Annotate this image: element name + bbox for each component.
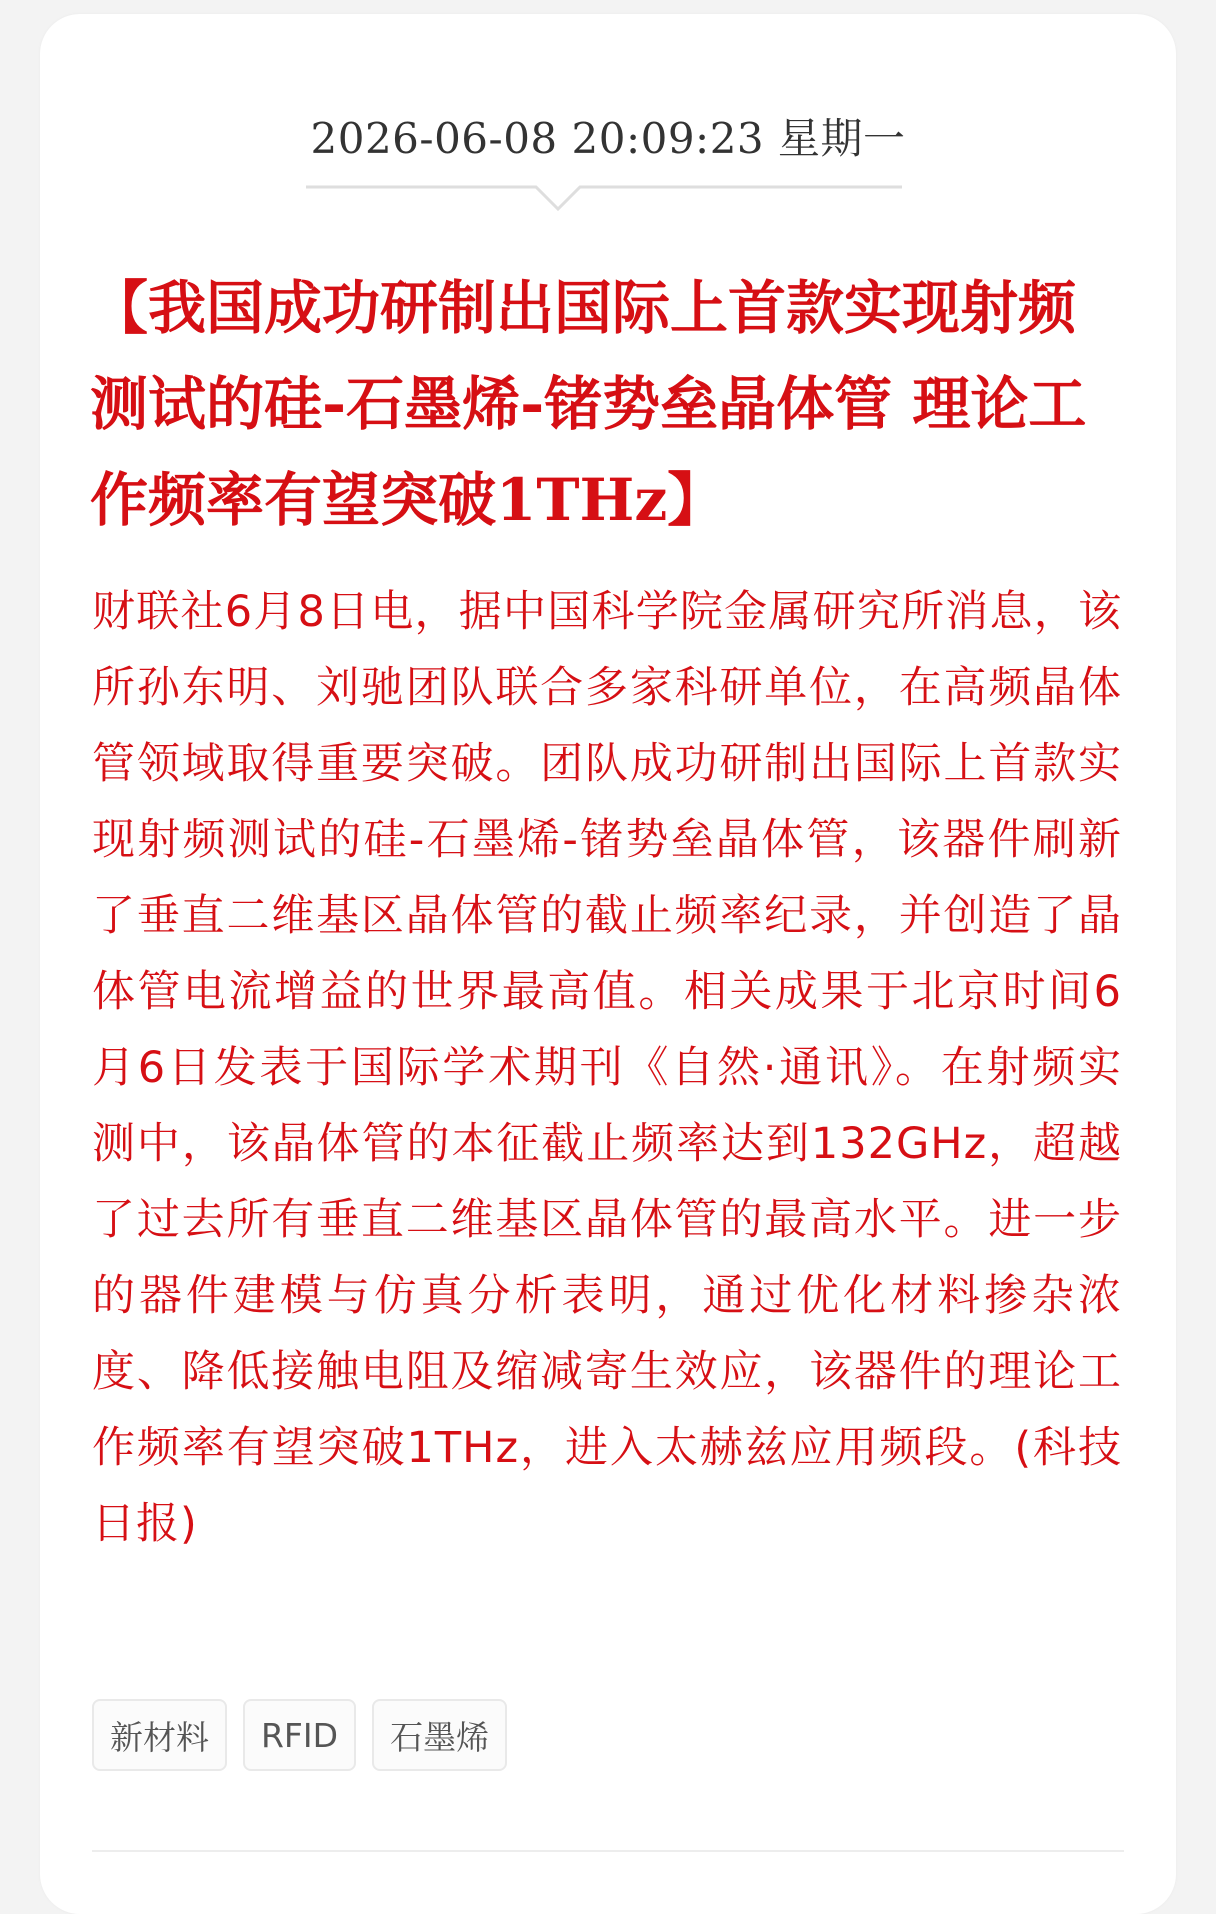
tag-new-materials[interactable]: 新材料 <box>92 1699 227 1771</box>
article-body: 财联社6月8日电，据中国科学院金属研究所消息，该所孙东明、刘驰团队联合多家科研单位，在高频晶体管领域取得重要突破。团队成功研制出国际上首款实现射频测试的硅-石墨烯-锗势垒晶体管，该器件刷新了垂直二维基区晶体管的截止频率纪录，并创造了晶体管电流增益的世界最高值。相关成果于北京时间6月6日发表于国际学术期刊《自然·通讯》。在射频实测中，该晶体管的本征截止频率达到132GHz，超越了过去所有垂直二维基区晶体管的最高水平。进一步的器件建模与仿真分析表明，通过优化材料掺杂浓度、降低接触电阻及缩减寄生效应，该器件的理论工作频率有望突破1THz，进入太赫兹应用频段。(科技日报) <box>92 587 1122 1549</box>
tag-rfid[interactable]: RFID <box>243 1699 356 1771</box>
publish-datetime: 2026-06-08 20:09:23 星期一 <box>310 114 906 163</box>
article-headline: 【我国成功研制出国际上首款实现射频测试的硅-石墨烯-锗势垒晶体管 理论工作频率有望突破1THz】 <box>90 274 1087 534</box>
tag-list <box>92 1699 507 1771</box>
article-card <box>40 14 1176 1914</box>
tag-graphene[interactable]: 石墨烯 <box>372 1699 507 1771</box>
bottom-divider <box>92 1850 1124 1852</box>
datetime-divider <box>306 184 902 214</box>
